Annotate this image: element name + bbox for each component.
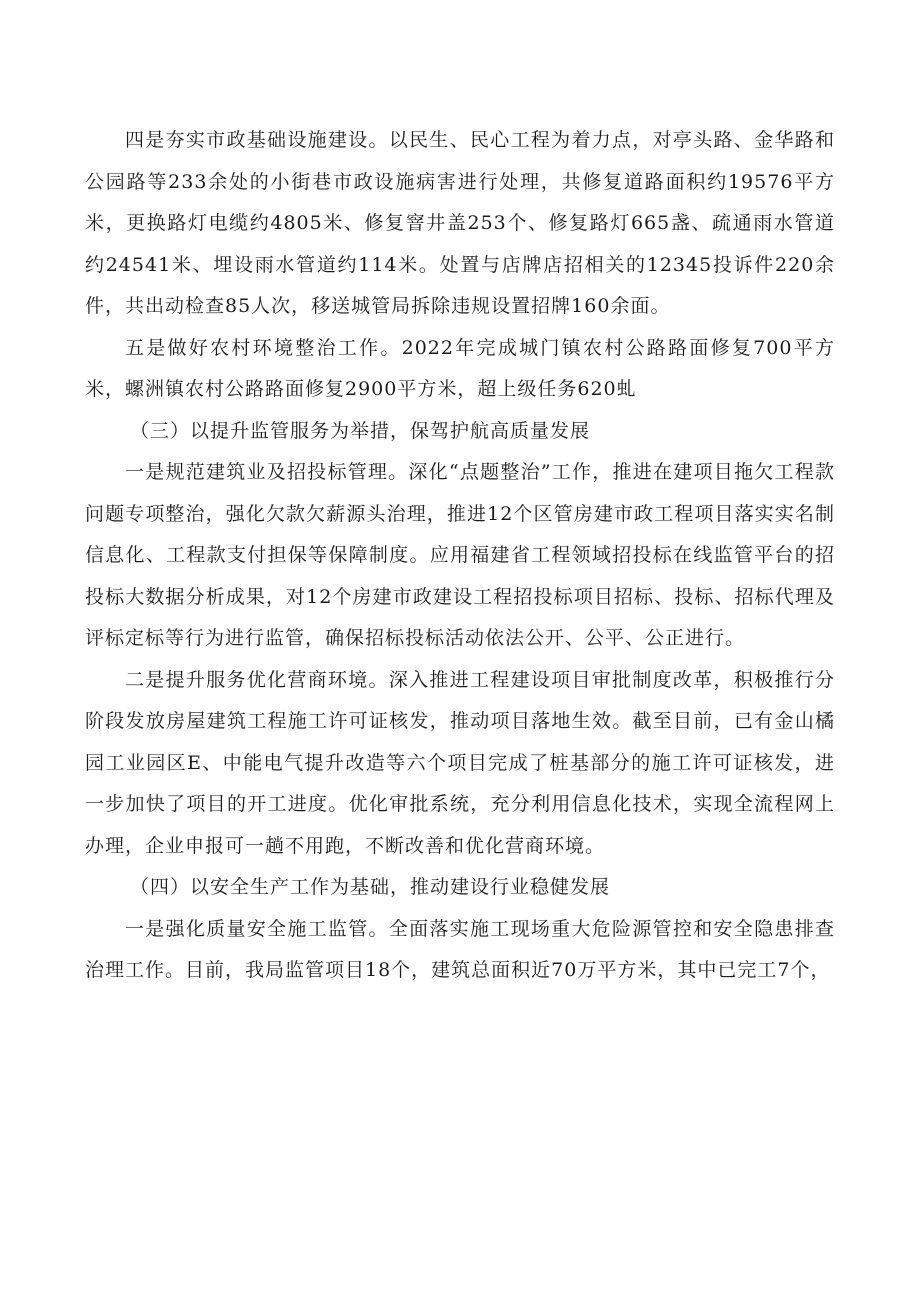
document-body — [85, 120, 835, 992]
section-heading-3: （三）以提升监管服务为举措，保驾护航高质量发展 — [130, 419, 591, 442]
paragraph-business-environment: 二是提升服务优化营商环境。深入推进工程建设项目审批制度改革，积极推行分阶段发放房屋建筑工程施工许可证核发，推动项目落地生效。截至目前，已有金山橘园工业园区E、中能电气提升改造等六个项目完成了桩基部分的施工许可证核发，进一步加快了项目的开工进度。优化审批系统，充分利用信息化技术，实现全流程网上办理，企业申报可一趟不用跑，不断改善和优化营商环境。 — [85, 668, 835, 857]
paragraph-municipal-infrastructure: 四是夯实市政基础设施建设。以民生、民心工程为着力点，对亭头路、金华路和公园路等233余处的小街巷市政设施病害进行处理，共修复道路面积约19576平方米，更换路灯电缆约4805米、修复窨井盖253个、修复路灯665盏、疏通雨水管道约24541米、埋设雨水管道约114米。处置与店牌店招相关的12345投诉件220余件，共出动检查85人次，移送城管局拆除违规设置招牌160余面。 — [85, 129, 835, 317]
paragraph-rural-environment: 五是做好农村环境整治工作。2022年完成城门镇农村公路路面修复700平方米，螺洲镇农村公路路面修复2900平方米，超上级任务620虬 — [85, 336, 835, 400]
section-heading-4: （四）以安全生产工作为基础，推动建设行业稳健发展 — [130, 876, 611, 898]
paragraph-bidding-management: 一是规范建筑业及招投标管理。深化“点题整治”工作，推进在建项目拖欠工程款问题专项整治，强化欠款欠薪源头治理，推进12个区管房建市政工程项目落实实名制信息化、工程款支付担保等保障制度。应用福建省工程领域招投标在线监管平台的招投标大数据分析成果，对12个房建市政建设工程招投标项目招标、投标、招标代理及评标定标等行为进行监管，确保招标投标活动依法公开、公平、公正进行。 — [85, 461, 835, 649]
paragraph-quality-safety: 一是强化质量安全施工监管。全面落实施工现场重大危险源管控和安全隐患排查治理工作。目前，我局监管项目18个，建筑总面积近70万平方米，其中已完工7个， — [85, 917, 835, 981]
